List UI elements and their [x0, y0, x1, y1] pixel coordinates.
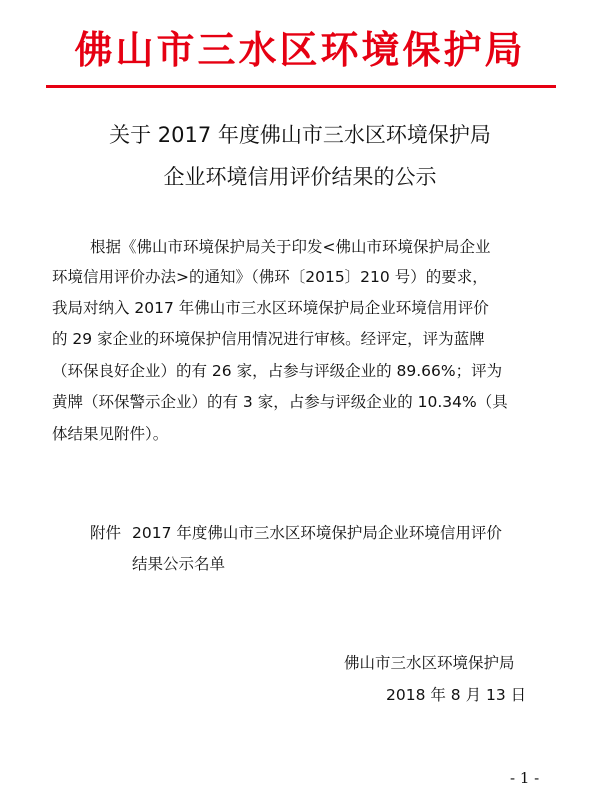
header-red-rule [46, 85, 556, 88]
body-line-7: 体结果见附件）。 [52, 425, 169, 443]
body-line-4: 的 29 家企业的环境保护信用情况进行审核。经评定，评为蓝牌 [52, 330, 485, 348]
signature-date: 2018 年 8 月 13 日 [386, 686, 527, 704]
attachment-label: 附件 [90, 524, 122, 542]
issuer-header-title: 佛山市三水区环境保护局 [74, 28, 526, 72]
document-title-line-1: 关于 2017 年度佛山市三水区环境保护局 [109, 123, 491, 147]
body-line-5: （环保良好企业）的有 26 家，占参与评级企业的 89.66%；评为 [52, 362, 503, 380]
body-line-3: 我局对纳入 2017 年佛山市三水区环境保护局企业环境信用评价 [52, 299, 489, 317]
document-title-line-2: 企业环境信用评价结果的公示 [163, 165, 437, 189]
body-line-1: 根据《佛山市环境保护局关于印发<佛山市环境保护局企业 [90, 238, 491, 256]
body-line-2: 环境信用评价办法>的通知》（佛环〔2015〕210 号）的要求， [52, 268, 488, 286]
page-number: - 1 - [510, 769, 540, 787]
attachment-title-line-2: 结果公示名单 [132, 555, 226, 573]
attachment-title-line-1: 2017 年度佛山市三水区环境保护局企业环境信用评价 [132, 524, 502, 542]
body-line-6: 黄牌（环保警示企业）的有 3 家，占参与评级企业的 10.34%（具 [52, 393, 508, 411]
signature-organization: 佛山市三水区环境保护局 [344, 654, 515, 672]
